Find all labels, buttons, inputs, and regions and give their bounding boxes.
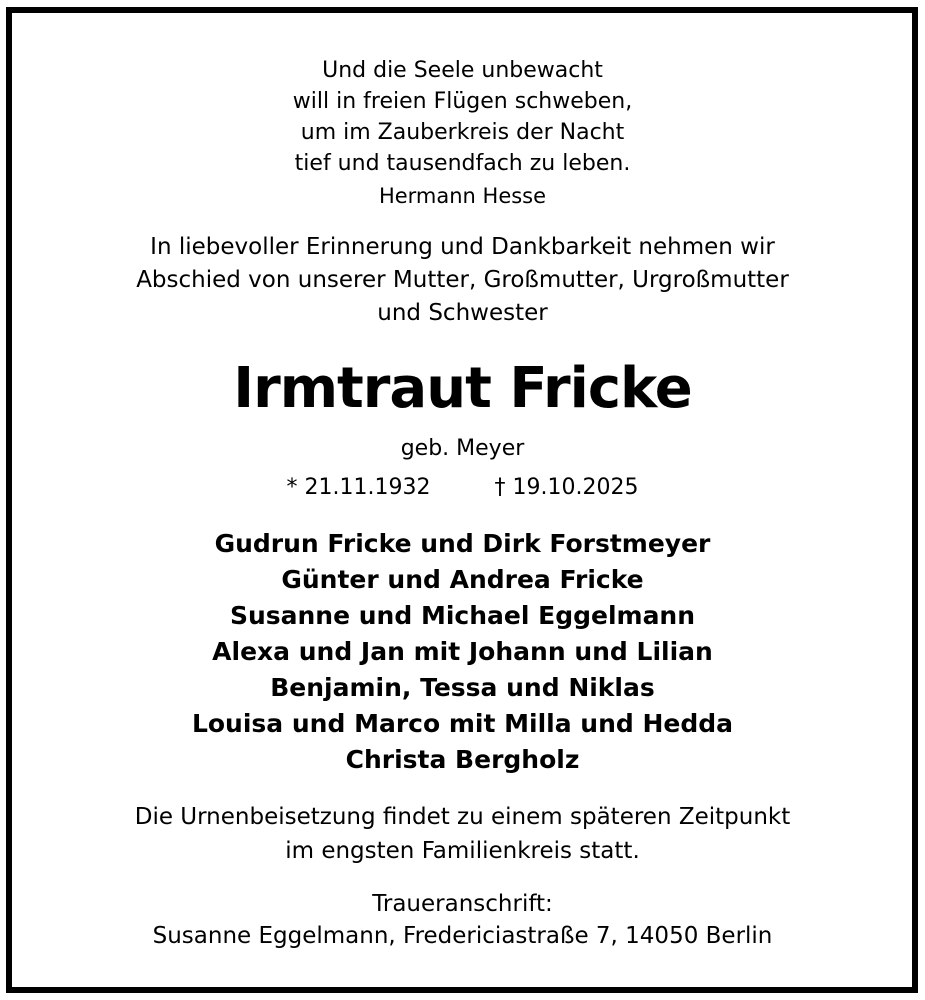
mourner-line-6: Louisa und Marco mit Milla und Hedda (191, 709, 734, 738)
deceased-name: Irmtraut Fricke (233, 356, 692, 421)
poem-line-2: will in freien Flügen schweben, (292, 89, 633, 114)
poem-line-4: tief und tausendfach zu leben. (294, 151, 631, 176)
mourner-line-4: Alexa und Jan mit Johann und Lilian (212, 637, 713, 666)
burial-notice-line-1: Die Urnenbeisetzung findet zu einem späteren Zeitpunkt (134, 804, 791, 830)
intro-line-1: In liebevoller Erinnerung und Dankbarkeit nehmen wir (150, 234, 775, 260)
mourner-line-3: Susanne und Michael Eggelmann (229, 601, 696, 630)
poem-line-1: Und die Seele unbewacht (322, 58, 603, 83)
mourner-line-5: Benjamin, Tessa und Niklas (270, 673, 655, 702)
address-value: Susanne Eggelmann, Fredericiastraße 7, 14050 Berlin (152, 923, 773, 949)
intro-line-2: Abschied von unserer Mutter, Großmutter, Urgroßmutter (136, 267, 789, 293)
life-dates (0, 475, 925, 500)
mourner-line-1: Gudrun Fricke und Dirk Forstmeyer (214, 529, 711, 558)
death-date: † 19.10.2025 (494, 475, 639, 500)
poem-author: Hermann Hesse (378, 184, 547, 208)
mourner-line-2: Günter und Andrea Fricke (281, 565, 644, 594)
poem-line-3: um im Zauberkreis der Nacht (300, 120, 625, 145)
mourner-line-7: Christa Bergholz (345, 745, 580, 774)
burial-notice-line-2: im engsten Familienkreis statt. (285, 838, 640, 864)
address-label: Traueranschrift: (372, 891, 553, 917)
intro-line-3: und Schwester (377, 300, 548, 326)
maiden-name: geb. Meyer (400, 436, 525, 461)
birth-date: * 21.11.1932 (286, 475, 431, 500)
